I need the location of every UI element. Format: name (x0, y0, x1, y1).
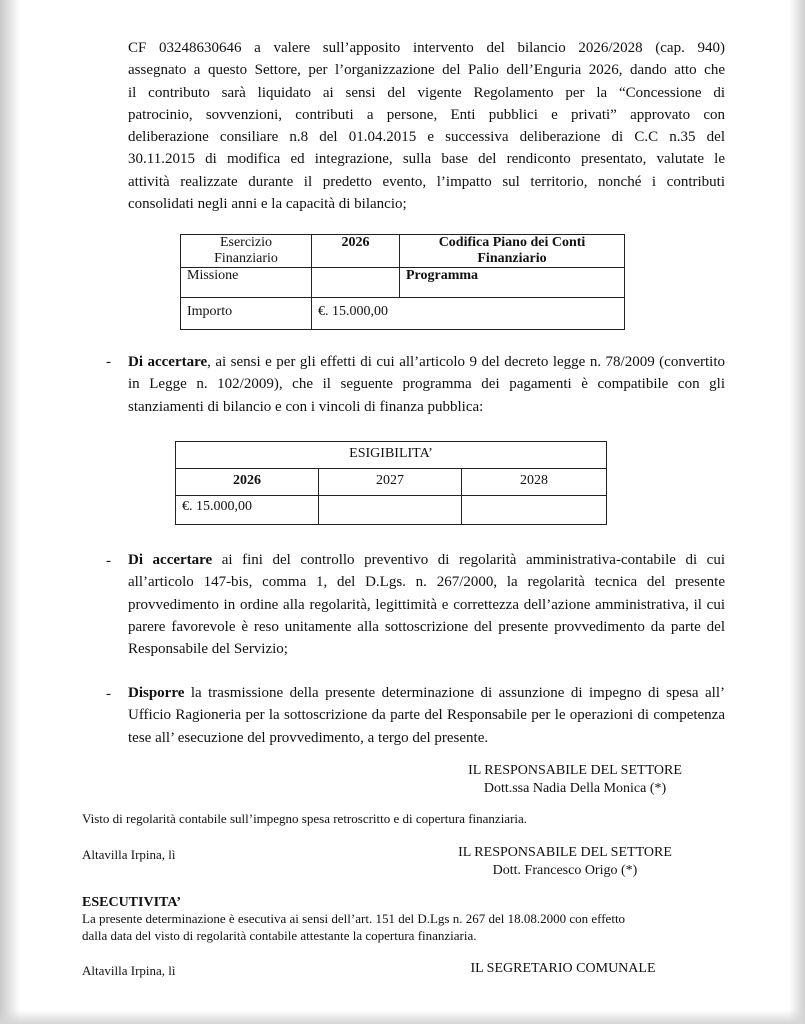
cell-year-2028: 2028 (462, 469, 607, 496)
cell-missione: Missione (181, 268, 312, 298)
page-shadow-right (789, 0, 805, 1024)
bullet-dash: - (106, 553, 111, 569)
signature-title: IL RESPONSABILE DEL SETTORE (458, 845, 672, 860)
cell-esigibilita-header: ESIGIBILITA’ (176, 442, 607, 469)
intro-line: assegnato a questo Settore, per l’organizzazione del Palio dell’Enguria 2026, dando atto che (128, 62, 725, 79)
intro-line: consolidati negli anni e la capacità di bilancio; (128, 196, 407, 213)
cell-importo-value: €. 15.000,00 (312, 298, 625, 330)
signature-name: Dott.ssa Nadia Della Monica (*) (483, 781, 667, 796)
item-accertare-2-bold: Di accertare (128, 552, 213, 568)
place-date-1: Altavilla Irpina, lì (82, 847, 176, 862)
esecutivita-line-2: dalla data del visto di regolarità contabile attestante la copertura finanziaria. (82, 928, 477, 943)
bullet-dash: - (106, 354, 111, 370)
item-disporre-bold: Disporre (128, 685, 185, 701)
intro-paragraph (128, 37, 725, 215)
cell-year-header: 2026 (312, 235, 400, 268)
signature-title: IL RESPONSABILE DEL SETTORE (468, 763, 682, 778)
cell-year-2026: 2026 (176, 469, 319, 496)
signature-name: Dott. Francesco Origo (*) (492, 863, 638, 878)
signature-block-2 (430, 844, 700, 880)
cell-programma: Programma (400, 268, 625, 298)
intro-line: CF 03248630646 a valere sull’apposito intervento del bilancio 2026/2028 (cap. 940) (128, 40, 725, 56)
cell-year-2027: 2027 (319, 469, 462, 496)
item-disporre-text: la trasmissione della presente determinazione di assunzione di impegno di spesa all’ Ufficio Ragioneria per la sottoscrizione da parte del Responsabile per le operazioni di competenza tese all’ esecuzione del provvedimento, a tergo del presente. (128, 685, 725, 746)
budget-table (180, 234, 625, 330)
item-accertare-2-text: ai fini del controllo preventivo di regolarità amministrativa-contabile di cui all’articolo 147-bis, comma 1, del D.Lgs. n. 267/2000, la regolarità tecnica del presente provvedimento in ordine alla regolarità, legittimità e correttezza dell’azione amministrativa, il cui parere favorevole è reso unitamente alla sottoscrizione del presente provvedimento da parte del Responsabile del Servizio; (128, 552, 726, 658)
item-accertare-1-text: , ai sensi e per gli effetti di cui all’articolo 9 del decreto legge n. 78/2009 (convertito in Legge n. 102/2009), che il seguente programma dei pagamenti è compatibile con gli stanziamenti di bilancio e con i vincoli di finanza pubblica: (128, 354, 725, 415)
bullet-dash: - (106, 686, 111, 702)
esecutivita-title: ESECUTIVITA’ (82, 895, 182, 910)
cell-value-2026: €. 15.000,00 (176, 496, 319, 525)
cell-value-2027 (319, 496, 462, 525)
signature-title: IL SEGRETARIO COMUNALE (470, 961, 656, 976)
signature-block-3 (428, 960, 698, 978)
cell-importo: Importo (181, 298, 312, 330)
signature-block-1 (440, 762, 710, 798)
place-date-2: Altavilla Irpina, lì (82, 963, 176, 978)
intro-line: deliberazione consiliare n.8 del 01.04.2015 e successiva deliberazione di C.C n.35 del (128, 129, 725, 146)
cell-codifica-header: Codifica Piano dei Conti Finanziario (400, 235, 625, 268)
cell-missione-value (312, 268, 400, 298)
intro-line: 30.11.2015 di modifica ed integrazione, sulla base del rendiconto presentato, valutate le (128, 151, 725, 168)
page-shadow-bottom (0, 1010, 805, 1024)
page-shadow-left (0, 0, 20, 1024)
item-accertare-1 (128, 351, 725, 418)
item-accertare-2 (128, 549, 725, 660)
item-accertare-1-bold: Di accertare (128, 354, 208, 370)
intro-line: il contributo sarà liquidato ai sensi del vigente Regolamento per la “Concessione di (128, 84, 725, 101)
intro-line: patrocinio, sovvenzioni, contributi a persone, Enti pubblici e privati” approvato con (128, 106, 725, 123)
visto-line: Visto di regolarità contabile sull’impegno spesa retroscritto e di copertura finanziaria. (82, 811, 528, 826)
cell-esercizio-header: Esercizio Finanziario (181, 235, 312, 268)
intro-line: attività realizzate durante il predetto evento, l’impatto sul territorio, nonché i contributi (128, 173, 725, 190)
esecutivita-line-1: La presente determinazione è esecutiva ai sensi dell’art. 151 del D.Lgs n. 267 del 18.08.2000 con effetto (82, 911, 626, 926)
item-disporre (128, 682, 725, 749)
cell-value-2028 (462, 496, 607, 525)
esigibilita-table (175, 441, 607, 525)
